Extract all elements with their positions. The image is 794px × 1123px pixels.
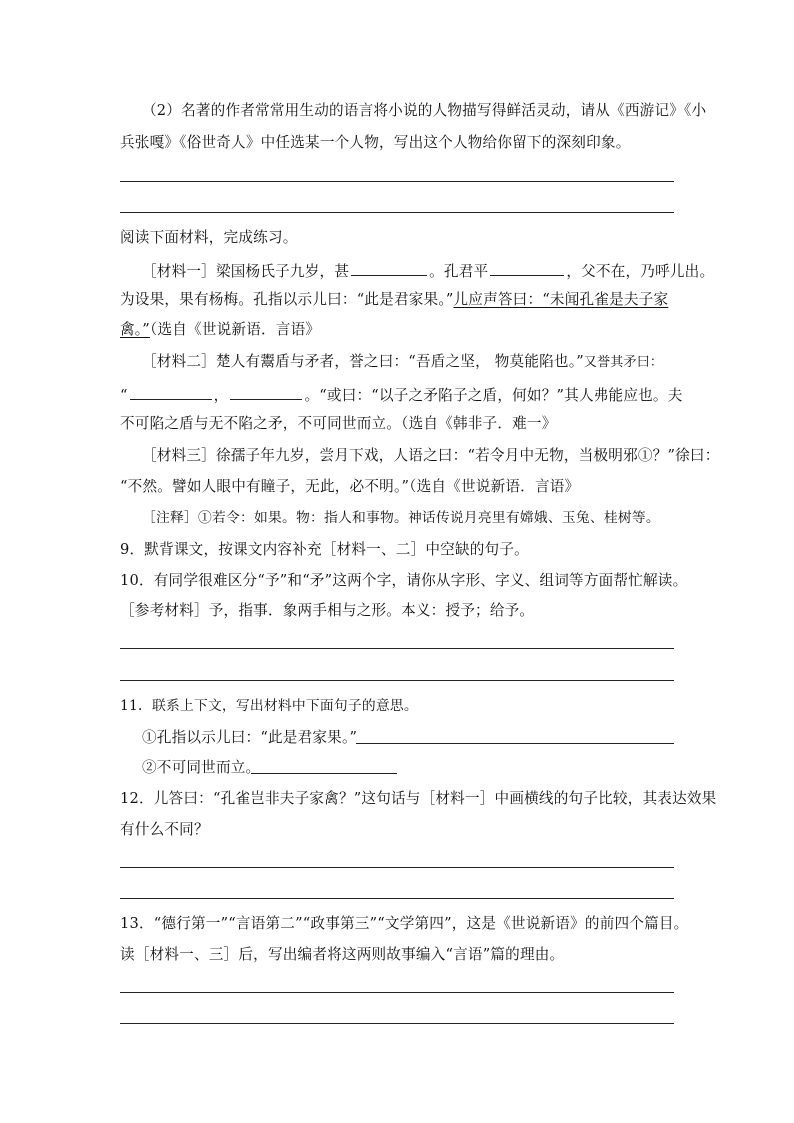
material-2-line3: 不可陷之盾与无不陷之矛，不可同世而立。（选自《韩非子．难一》: [120, 415, 557, 432]
answer-line[interactable]: [120, 1023, 674, 1024]
underlined-sentence: 儿应声答曰：“未闻孔雀是夫子家: [453, 291, 669, 308]
q2-line1: （2）名著的作者常常用生动的语言将小说的人物描写得鲜活灵动，请从《西游记》《小: [142, 102, 707, 119]
question-11-item1: ①孔指以示儿曰：“此是君家果。”: [142, 729, 358, 746]
reading-intro: 阅读下面材料，完成练习。: [120, 229, 298, 246]
question-10-line1: 10．有同学很难区分“予”和“矛”这两个字，请你从字形、字义、组词等方面帮忙解读。: [120, 572, 688, 589]
fill-blank[interactable]: [490, 260, 564, 276]
answer-line[interactable]: [120, 992, 674, 993]
question-10-line2: ［参考材料］予，指事．象两手相与之形。本义：授予；给予。: [120, 602, 535, 619]
material-1-line1: ［材料一］梁国杨氏子九岁，甚 。孔君平 ，父不在，乃呼儿出。: [142, 260, 702, 282]
underlined-sentence-end: 禽。”: [120, 321, 150, 338]
material-2-line1: ［材料二］楚人有鬻盾与矛者，誉之曰：“吾盾之坚， 物莫能陷也。”又誉其矛曰：: [142, 353, 664, 370]
question-11: 11．联系上下文，写出材料中下面句子的意思。: [120, 698, 418, 714]
question-11-item2: ②不可同世而立。: [142, 759, 261, 776]
answer-line[interactable]: [120, 867, 674, 868]
answer-line[interactable]: [120, 212, 674, 213]
answer-line[interactable]: [120, 181, 674, 182]
answer-line[interactable]: [356, 743, 674, 744]
fill-blank[interactable]: [351, 260, 427, 276]
material-1-line3: 禽。”（选自《世说新语．言语》: [120, 321, 321, 338]
question-13-line1: 13．“德行第一”“言语第二”“政事第三”“文学第四”，这是《世说新语》的前四个篇目。: [120, 915, 689, 932]
question-12-line1: 12．儿答曰：“孔雀岂非夫子家禽？”这句话与［材料一］中画横线的句子比较，其表达效果: [120, 790, 717, 807]
material-3-line1: ［材料三］徐孺子年九岁，尝月下戏，人语之曰：“若令月中无物，当极明邪①？”徐曰：: [142, 447, 720, 464]
fill-blank[interactable]: [230, 384, 302, 400]
material-3-line2: “不然。譬如人眼中有瞳子，无此，必不明。”（选自《世说新语．言语》: [120, 478, 580, 495]
q2-line2: 兵张嘎》《俗世奇人》中任选某一个人物，写出这个人物给你留下的深刻印象。: [120, 134, 631, 151]
answer-line[interactable]: [120, 648, 674, 649]
material-1-line2: 为设果，果有杨梅。孔指以示儿曰：“此是君家果。”儿应声答曰：“未闻孔雀是夫子家: [120, 291, 669, 308]
question-13-line2: 读［材料一、三］后，写出编者将这两则故事编入“言语”篇的理由。: [120, 946, 565, 963]
answer-line[interactable]: [120, 898, 674, 899]
question-9: 9．默背课文，按课文内容补充［材料一、二］中空缺的句子。: [120, 541, 529, 558]
annotation-note: ［注释］①若令：如果。物：指人和事物。神话传说月亮里有嫦娥、玉兔、桂树等。: [142, 510, 660, 526]
answer-line[interactable]: [120, 680, 674, 681]
answer-line[interactable]: [251, 773, 397, 774]
fill-blank[interactable]: [130, 384, 212, 400]
material-2-line2: “ ， 。“或曰：“以子之矛陷子之盾，何如？”其人弗能应也。夫: [120, 384, 680, 406]
question-12-line2: 有什么不同？: [120, 821, 209, 838]
